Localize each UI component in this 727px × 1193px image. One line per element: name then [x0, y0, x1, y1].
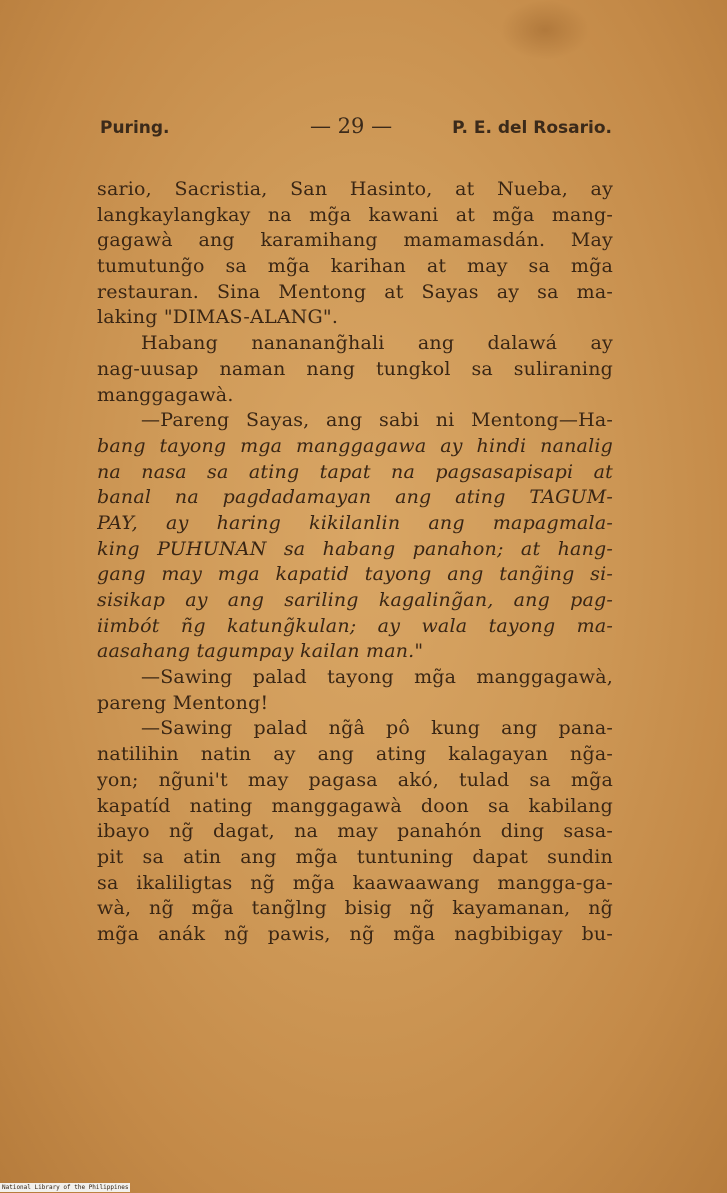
- text-line: iimbót ñg katung̃kulan; ay wala tayong ma-: [97, 614, 613, 637]
- text-line: manggagawà.: [97, 383, 234, 406]
- text-line: nag-uusap naman nang tungkol sa suliraning: [97, 357, 613, 380]
- paper-stain: [500, 0, 590, 60]
- text-line: mg̃a anák ng̃ pawis, ng̃ mg̃a nagbibigay bu-: [97, 922, 613, 945]
- text-line: restauran. Sina Mentong at Sayas ay sa ma-: [97, 280, 613, 303]
- text-line: —Sawing palad tayong mg̃a manggagawà,: [141, 666, 613, 689]
- page-number: — 29 —: [310, 114, 393, 138]
- text-line: sario, Sacristia, San Hasinto, at Nueba, ay: [97, 178, 613, 200]
- text-line: —Pareng Sayas, ang sabi ni Mentong—Ha-: [141, 409, 613, 432]
- text-line: laking "DIMAS-ALANG".: [97, 306, 339, 329]
- text-line: na nasa sa ating tapat na pagsasapisapi at: [97, 460, 613, 483]
- text-line: natilihin natin ay ang ating kalagayan ng̃a-: [97, 743, 613, 766]
- text-line: pit sa atin ang mg̃a tuntuning dapat sundin: [97, 845, 613, 868]
- text-line: PAY, ay haring kikilanlin ang mapagmala-: [97, 511, 613, 534]
- text-line: tumutung̃o sa mg̃a karihan at may sa mg̃a: [97, 255, 613, 278]
- library-footer: National Library of the Philippines: [2, 1184, 129, 1191]
- text-line: pareng Mentong!: [97, 691, 269, 714]
- text-line: Habang nananang̃hali ang dalawá ay: [141, 332, 613, 355]
- text-line: gang may mga kapatid tayong ang tang̃ing si-: [97, 563, 613, 586]
- text-line: yon; ng̃uni't may pagasa akó, tulad sa mg̃a: [97, 768, 613, 791]
- header-author: P. E. del Rosario.: [452, 118, 612, 138]
- text-line: banal na pagdadamayan ang ating TAGUM-: [97, 486, 613, 509]
- text-line: bang tayong mga manggagawa ay hindi nanalig: [97, 434, 613, 457]
- text-line: —Sawing palad ng̃â pô kung ang pana-: [141, 717, 613, 740]
- text-line: king PUHUNAN sa habang panahon; at hang-: [97, 537, 613, 560]
- text-line: sa ikaliligtas ng̃ mg̃a kaawaawang mangga-ga-: [97, 871, 613, 894]
- text-line: kapatíd nating manggagawà doon sa kabilang: [97, 794, 613, 817]
- running-header: [100, 114, 612, 148]
- text-line: langkaylangkay na mg̃a kawani at mg̃a mang-: [97, 203, 613, 226]
- text-line: wà, ng̃ mg̃a tang̃lng bisig ng̃ kayamanan, ng̃: [97, 897, 613, 920]
- text-line: sisikap ay ang sariling kagaling̃an, ang pag-: [97, 589, 613, 611]
- text-line: ibayo ng̃ dagat, na may panahón ding sasa-: [97, 820, 613, 843]
- text-line: gagawà ang karamihang mamamasdán. May: [97, 229, 613, 252]
- header-title: Puring.: [100, 118, 170, 138]
- body-text: [97, 177, 613, 948]
- text-line: aasahang tagumpay kailan man.": [97, 640, 424, 663]
